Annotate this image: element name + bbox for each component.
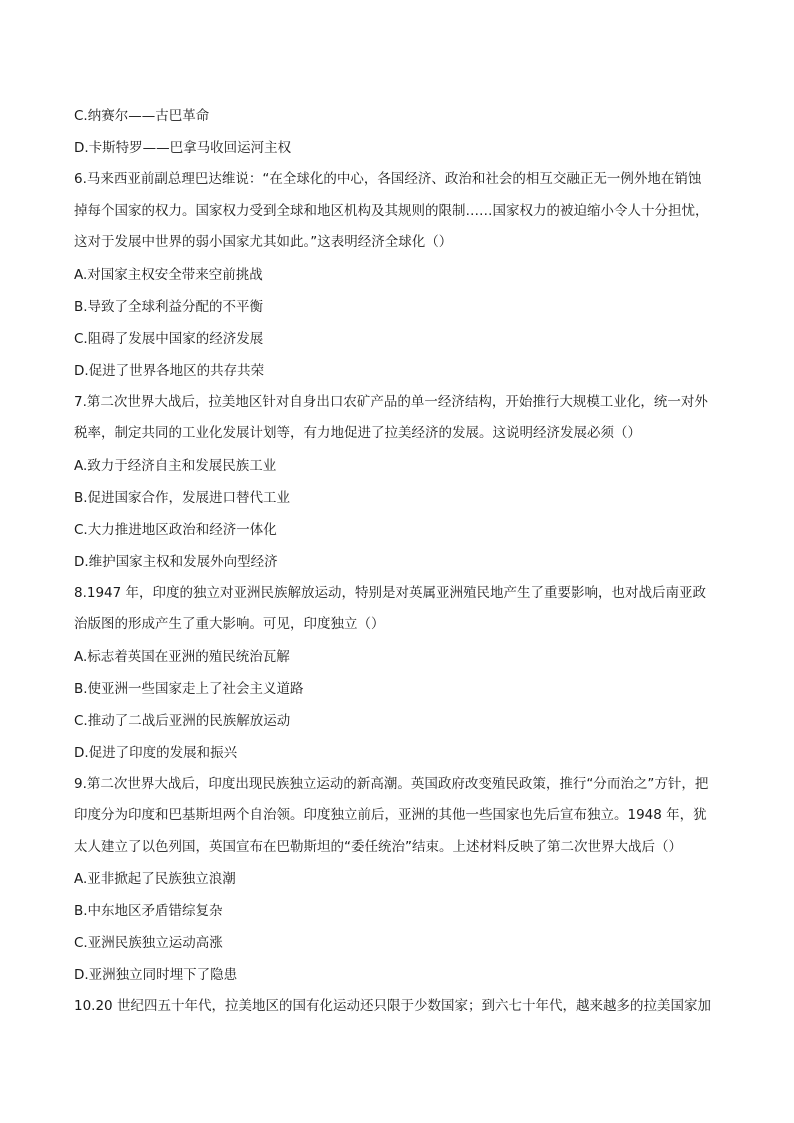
question-8-stem-line-1: 8.1947 年，印度的独立对亚洲民族解放运动，特别是对英属亚洲殖民地产生了重要影响，也对战后南亚政 [74, 584, 707, 601]
question-9-options [74, 863, 724, 991]
document-page [74, 100, 724, 1023]
question-8-stem-line-2: 治版图的形成产生了重大影响。可见，印度独立（） [74, 616, 385, 632]
question-8-options [74, 641, 724, 769]
question-6-option-a: A.对国家主权安全带来空前挑战 [74, 266, 263, 283]
question-7-option-a: A.致力于经济自主和发展民族工业 [74, 457, 277, 474]
question-9 [74, 769, 724, 992]
question-6-option-d: D.促进了世界各地区的共存共荣 [74, 362, 265, 379]
question-10-stem-line-1: 10.20 世纪四五十年代，拉美地区的国有化运动还只限于少数国家；到六七十年代，越来越多的拉美国家加 [74, 998, 711, 1014]
question-7-option-c: C.大力推进地区政治和经济一体化 [74, 521, 277, 538]
question-9-stem-line-1: 9.第二次世界大战后，印度出现民族独立运动的新高潮。英国政府改变殖民政策，推行“分而治之”方针，把 [74, 775, 709, 792]
question-9-option-a: A.亚非掀起了民族独立浪潮 [74, 871, 236, 887]
question-9-stem-line-3: 太人建立了以色列国，英国宣布在巴勒斯坦的“委任统治”结束。上述材料反映了第二次世界大战后（） [74, 838, 682, 855]
question-7-stem-line-1: 7.第二次世界大战后，拉美地区针对自身出口农矿产品的单一经济结构，开始推行大规模工业化，统一对外 [74, 393, 708, 410]
question-6 [74, 164, 724, 387]
question-9-option-b: B.中东地区矛盾错综复杂 [74, 903, 223, 919]
question-6-stem-line-1: 6.马来西亚前副总理巴达维说：“在全球化的中心，各国经济、政治和社会的相互交融正无一例外地在销蚀 [74, 171, 702, 187]
question-7-option-b: B.促进国家合作，发展进口替代工业 [74, 489, 291, 506]
question-8-option-a: A.标志着英国在亚洲的殖民统治瓦解 [74, 648, 290, 665]
question-10 [74, 991, 724, 1023]
question-6-options [74, 259, 724, 387]
question-8 [74, 578, 724, 769]
previous-question-options [74, 100, 724, 164]
question-9-option-d: D.亚洲独立同时埋下了隐患 [74, 967, 238, 983]
question-6-option-b: B.导致了全球利益分配的不平衡 [74, 298, 264, 315]
question-9-option-c: C.亚洲民族独立运动高涨 [74, 935, 223, 951]
option-d-prev: D.卡斯特罗——巴拿马收回运河主权 [74, 140, 292, 156]
question-7-stem-line-2: 税率，制定共同的工业化发展计划等，有力地促进了拉美经济的发展。这说明经济发展必须（） [74, 425, 641, 441]
question-6-option-c: C.阻碍了发展中国家的经济发展 [74, 330, 264, 347]
question-7-options [74, 450, 724, 578]
question-9-stem-line-2: 印度分为印度和巴基斯坦两个自治领。印度独立前后，亚洲的其他一些国家也先后宣布独立。1948 年，犹 [74, 807, 707, 823]
question-6-stem-line-2: 掉每个国家的权力。国家权力受到全球和地区机构及其规则的限制……国家权力的被迫缩小令人十分担忧， [74, 202, 709, 219]
question-8-option-c: C.推动了二战后亚洲的民族解放运动 [74, 712, 291, 729]
question-6-stem-line-3: 这对于发展中世界的弱小国家尤其如此。”这表明经济全球化（） [74, 234, 453, 250]
question-7-option-d: D.维护国家主权和发展外向型经济 [74, 553, 278, 570]
option-c-prev: C.纳赛尔——古巴革命 [74, 108, 210, 124]
question-8-option-d: D.促进了印度的发展和振兴 [74, 744, 238, 761]
question-8-option-b: B.使亚洲一些国家走上了社会主义道路 [74, 680, 304, 697]
question-7 [74, 387, 724, 578]
